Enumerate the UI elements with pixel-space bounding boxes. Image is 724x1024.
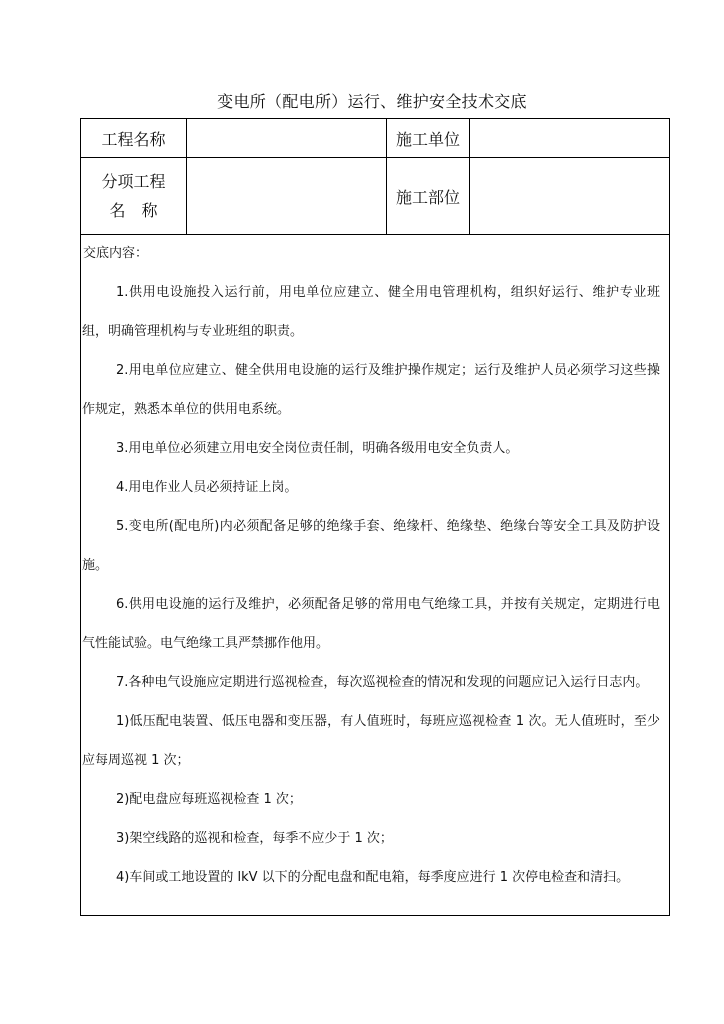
paragraph-3: 3.用电单位必须建立用电安全岗位责任制，明确各级用电安全负责人。	[116, 441, 519, 456]
paragraph-5: 5.变电所(配电所)内必须配备足够的绝缘手套、绝缘杆、绝缘垫、绝缘台等安全工具及防护设施。	[82, 519, 660, 573]
content-row	[81, 235, 670, 916]
sub-item-4: 4)车间或工地设置的 lkV 以下的分配电盘和配电箱，每季度应进行 1 次停电检查和清扫。	[116, 870, 630, 885]
project-name-field[interactable]	[187, 119, 387, 158]
paragraph-6: 6.供用电设施的运行及维护，必须配备足够的常用电气绝缘工具，并按有关规定，定期进行电气性能试验。电气绝缘工具严禁挪作他用。	[82, 597, 660, 651]
content-cell	[81, 235, 670, 916]
construction-part-field[interactable]	[470, 158, 670, 235]
paragraph-4: 4.用电作业人员必须持证上岗。	[116, 480, 298, 495]
sub-project-row	[81, 158, 670, 235]
paragraph-2: 2.用电单位应建立、健全供用电设施的运行及维护操作规定；运行及维护人员必须学习这些操作规定，熟悉本单位的供用电系统。	[82, 363, 660, 417]
paragraph-7: 7.各种电气设施应定期进行巡视检查，每次巡视检查的情况和发现的问题应记入运行日志内。	[116, 675, 649, 690]
paragraph-1: 1.供用电设施投入运行前，用电单位应建立、健全用电管理机构，组织好运行、维护专业班组，明确管理机构与专业班组的职责。	[82, 285, 660, 339]
content-intro: 交底内容：	[83, 246, 149, 261]
sub-project-label-line1: 分项工程	[101, 172, 166, 191]
construction-part-label: 施工部位	[387, 158, 470, 235]
content-body	[81, 235, 669, 915]
construction-unit-label: 施工单位	[387, 119, 470, 158]
sub-project-label	[81, 158, 187, 235]
sub-project-label-line2: 名 称	[109, 201, 158, 220]
sub-project-field[interactable]	[187, 158, 387, 235]
sub-item-3: 3)架空线路的巡视和检查，每季不应少于 1 次；	[116, 831, 393, 846]
project-name-label: 工程名称	[81, 119, 187, 158]
disclosure-form-table	[80, 118, 670, 916]
sub-item-2: 2)配电盘应每班巡视检查 1 次；	[116, 792, 302, 807]
construction-unit-field[interactable]	[470, 119, 670, 158]
project-name-row	[81, 119, 670, 158]
page-title: 变电所（配电所）运行、维护安全技术交底	[217, 92, 527, 111]
sub-item-1: 1)低压配电装置、低压电器和变压器，有人值班时，每班应巡视检查 1 次。无人值班时，至少应每周巡视 1 次；	[82, 714, 660, 768]
